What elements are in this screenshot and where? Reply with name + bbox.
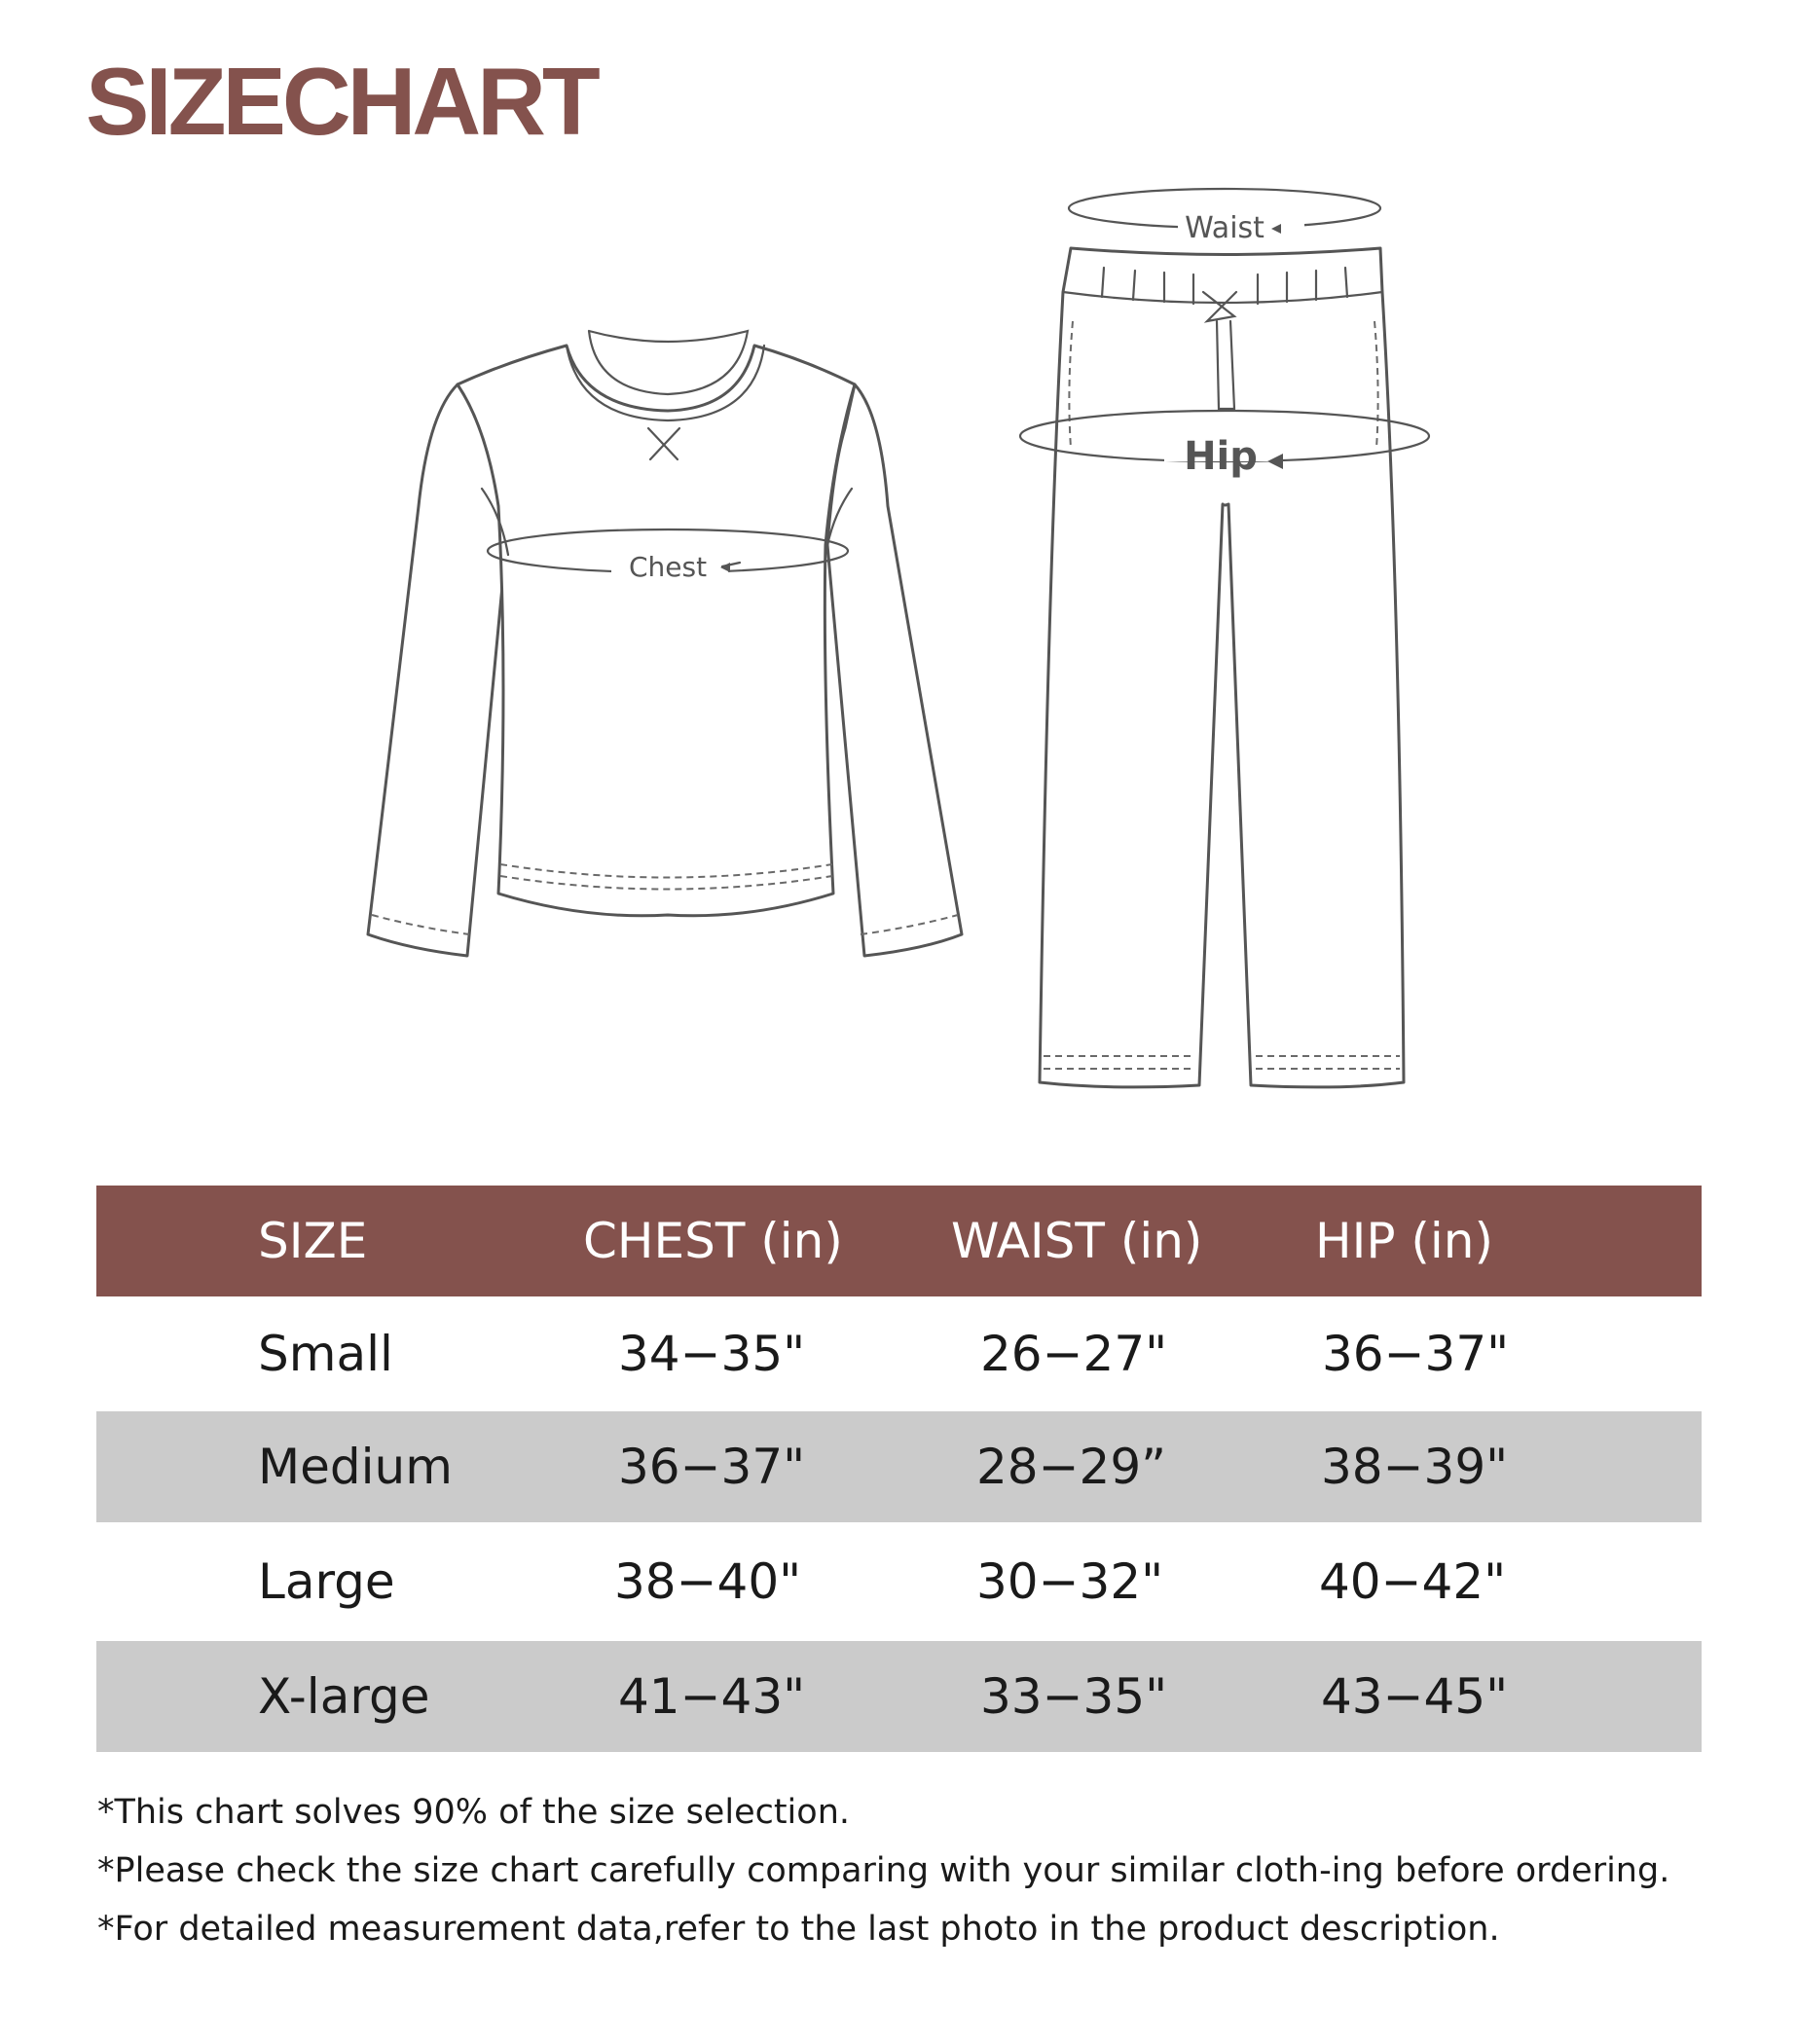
footnote: *Please check the size chart carefully comparing with your similar cloth-ing before ordering.	[97, 1851, 1670, 1890]
pants-outline	[1040, 248, 1404, 1087]
table-row	[96, 1522, 1702, 1641]
header-size: SIZE	[96, 1186, 501, 1296]
table-row	[96, 1296, 1702, 1411]
size-cell: Large	[258, 1553, 395, 1610]
waist-cell: 30−32"	[976, 1553, 1164, 1610]
size-table	[96, 1186, 1702, 1752]
hip-cell: 43−45"	[1228, 1641, 1702, 1752]
size-cell: Small	[258, 1326, 393, 1382]
header-chest: CHEST (in)	[501, 1186, 863, 1296]
waist-cell: 28−29”	[863, 1411, 1228, 1522]
chest-cell: 38−40"	[614, 1553, 802, 1610]
waist-cell: 26−27"	[980, 1326, 1168, 1382]
chest-cell: 36−37"	[501, 1411, 863, 1522]
size-cell: X-large	[96, 1641, 501, 1752]
sweatshirt-body	[458, 346, 855, 916]
chest-cell: 34−35"	[618, 1326, 806, 1382]
footnote: *For detailed measurement data,refer to the last photo in the product description.	[97, 1910, 1500, 1949]
sweatshirt-drawing	[368, 331, 962, 956]
footnotes	[97, 1783, 1669, 1958]
size-cell: Medium	[96, 1411, 501, 1522]
header-hip: HIP (in)	[1228, 1186, 1702, 1296]
header-waist: WAIST (in)	[863, 1186, 1228, 1296]
sweatshirt-right-sleeve	[827, 384, 962, 956]
table-row	[96, 1641, 1702, 1752]
waist-label: Waist	[1185, 211, 1265, 245]
chest-label: Chest	[628, 551, 708, 583]
hip-label: Hip	[1184, 434, 1258, 479]
pants-drawing	[1020, 189, 1429, 1087]
hip-cell: 38−39"	[1228, 1411, 1702, 1522]
table-header-row	[96, 1186, 1702, 1296]
sweatshirt-left-sleeve	[368, 384, 506, 956]
hip-cell: 36−37"	[1322, 1326, 1510, 1382]
table-row	[96, 1411, 1702, 1522]
waist-cell: 33−35"	[863, 1641, 1228, 1752]
chest-cell: 41−43"	[501, 1641, 863, 1752]
footnote: *This chart solves 90% of the size selection.	[97, 1793, 851, 1832]
page-title: SIZECHART	[86, 48, 597, 155]
hip-cell: 40−42"	[1319, 1553, 1507, 1610]
